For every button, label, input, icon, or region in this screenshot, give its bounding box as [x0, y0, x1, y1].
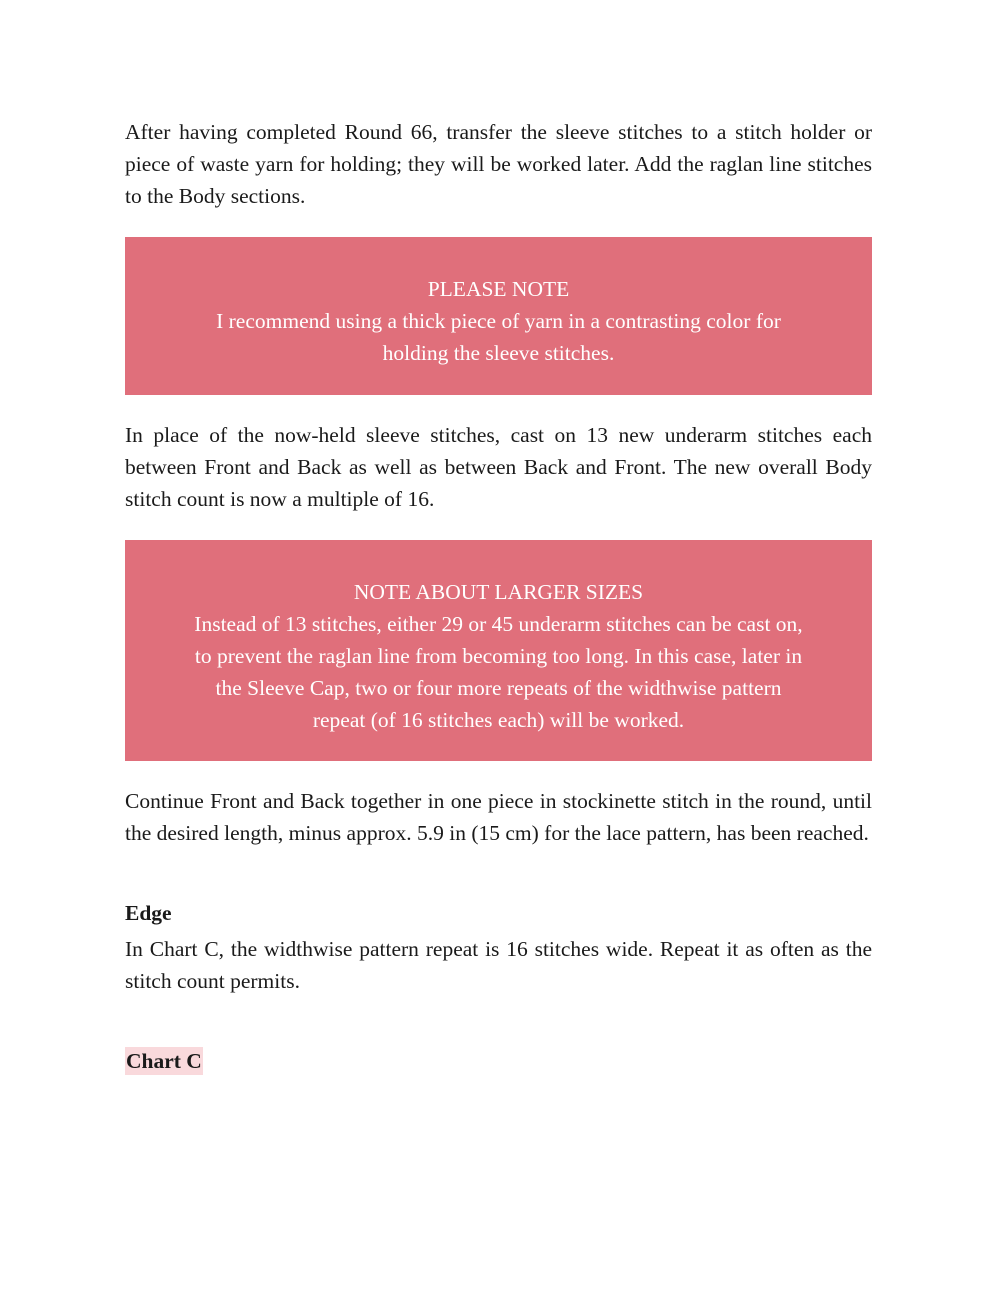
note-line: holding the sleeve stitches.: [382, 341, 615, 365]
note-title: PLEASE NOTE: [427, 277, 570, 301]
note-line: I recommend using a thick piece of yarn in a contrasting color for: [216, 309, 781, 333]
note-title: NOTE ABOUT LARGER SIZES: [353, 580, 644, 604]
note-line: repeat (of 16 stitches each) will be worked.: [312, 708, 685, 732]
please-note-box: [125, 237, 872, 395]
note-line: the Sleeve Cap, two or four more repeats of the widthwise pattern: [215, 676, 782, 700]
paragraph-cast-on: In place of the now-held sleeve stitches, cast on 13 new underarm stitches each between Front and Back as well as between Back and Front. The new overall Body stitch count is now a multiple of 16.: [125, 423, 872, 511]
paragraph-chart-c: In Chart C, the widthwise pattern repeat is 16 stitches wide. Repeat it as often as the stitch count permits.: [125, 937, 872, 993]
paragraph-continue: Continue Front and Back together in one piece in stockinette stitch in the round, until the desired length, minus approx. 5.9 in (15 cm) for the lace pattern, has been reached.: [125, 789, 872, 845]
chart-heading-wrapper: [125, 1047, 872, 1075]
paragraph-transfer-sleeve: After having completed Round 66, transfer the sleeve stitches to a stitch holder or piece of waste yarn for holding; they will be worked later. Add the raglan line stitches to the Body sections.: [125, 120, 872, 208]
section-heading-edge: Edge: [125, 901, 172, 925]
larger-sizes-note-box: [125, 540, 872, 761]
document-page: [125, 116, 872, 1075]
note-line: to prevent the raglan line from becoming too long. In this case, later in: [194, 644, 803, 668]
chart-c-heading: Chart C: [126, 1049, 202, 1073]
note-line: Instead of 13 stitches, either 29 or 45 underarm stitches can be cast on,: [194, 612, 803, 636]
